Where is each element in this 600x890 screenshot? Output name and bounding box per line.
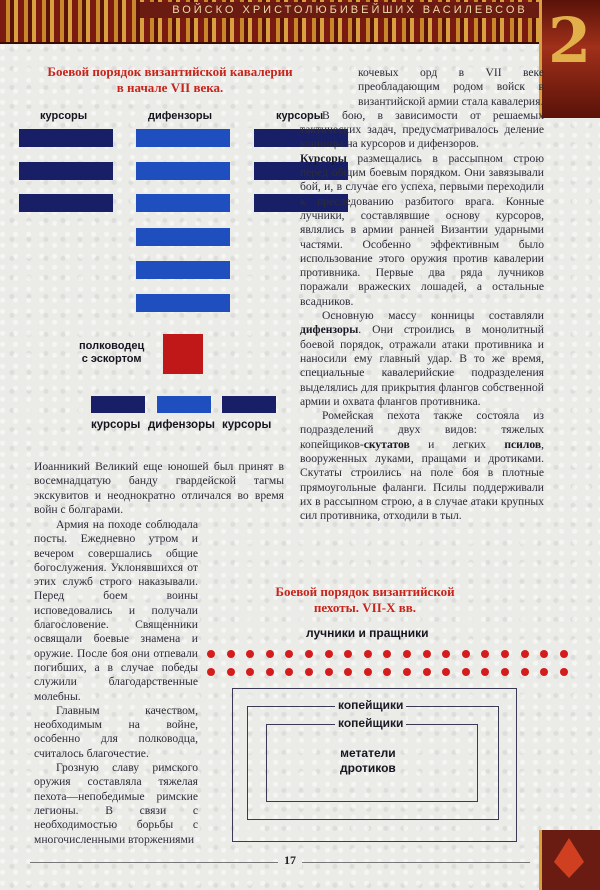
paragraph: В бою, в зависимости от решаемых тактических задач, предусматривалось деление конницы на курсоров и дифензоров. (300, 108, 544, 151)
skirmisher-dot (325, 650, 333, 658)
skirmisher-dot (423, 650, 431, 658)
left-column-text (34, 518, 198, 847)
defensor-row (136, 194, 230, 212)
rear-cursor-block (91, 396, 145, 413)
skirmisher-dot (305, 650, 313, 658)
right-column-text (300, 66, 544, 524)
skirmisher-dot (521, 650, 529, 658)
commander-label: полководец с эскортом (79, 340, 145, 365)
skirmisher-dot (364, 650, 372, 658)
label-rear-cursors-left: курсоры (91, 419, 141, 431)
corner-ornament-bottom (539, 830, 600, 890)
defensor-row (136, 261, 230, 279)
skirmisher-dot (266, 668, 274, 676)
skirmisher-dot (501, 668, 509, 676)
label-archers: лучники и пращники (306, 626, 429, 640)
label-cursors-left: курсоры (40, 110, 88, 122)
left-column-text-top (34, 460, 284, 517)
defensor-row (136, 129, 230, 147)
cavalry-diagram-title: Боевой порядок византийской кавалерии в начале VII века. (47, 64, 293, 95)
skirmisher-dot (403, 668, 411, 676)
paragraph: Грозную славу римского оружия составляла тяжелая пехота—непобедимые римские легионы. В связи с необходимостью борьбы с многочисленными вторжениями (34, 761, 198, 846)
paragraph: кочевых орд в VII веке преобладающим родом войск в византийской армии стала кавалерия. (358, 66, 544, 108)
skirmisher-dot (462, 668, 470, 676)
paragraph: Иоанникий Великий еще юношей был принят в восемнадцатую банду гвардейской тагмы экскувитов и неоднократно отличался во время войн с болгарами. (34, 460, 284, 516)
skirmisher-dot (325, 668, 333, 676)
chapter-glyph: 2 (548, 4, 592, 77)
skirmisher-dot (305, 668, 313, 676)
defensor-row (136, 162, 230, 180)
label-spearmen-1: копейщики (335, 698, 406, 712)
defensor-row (136, 228, 230, 246)
skirmisher-dot (207, 650, 215, 658)
paragraph: Главным качеством, необходимым на войне, особенно для полководца, считалось благочестие. (34, 703, 198, 760)
skirmisher-dot (207, 668, 215, 676)
label-cursors-right: курсоры (276, 110, 324, 122)
skirmisher-dot (364, 668, 372, 676)
rear-defensor-block (157, 396, 211, 413)
rear-cursor-block (222, 396, 276, 413)
skirmisher-dot (227, 650, 235, 658)
skirmisher-dot (560, 668, 568, 676)
paragraph: Ромейская пехота также состояла из подразделений двух видов: тяжелых копейщиков-скутатов и легких псилов, вооруженных луками, пращами и дротиками. Скутаты строились на поле боя в плотные прямоугольные фаланги. Псилы поддерживали их в рассыпном строю, а в случае атаки крупных сил противника, отходили в тыл. (300, 409, 544, 523)
infantry-diagram-title: Боевой порядок византийской пехоты. VII-X вв. (275, 584, 455, 615)
skirmisher-dot (462, 650, 470, 658)
cursor-row (19, 129, 113, 147)
skirmisher-dot (501, 650, 509, 658)
skirmisher-dot (521, 668, 529, 676)
leaf-ornament (554, 838, 584, 878)
page-number: 17 (278, 853, 302, 868)
label-javelin-throwers: метатели дротиков (340, 746, 396, 775)
paragraph: Армия на походе соблюдала посты. Ежедневно утром и вечером совершались общие богослужения. Уклонявшихся от этих служб строго наказывали. Перед боем воины исповедовались и получали благословение. Священники освящали боевые знамена и оружие. После боя они отпевали погибших, а в случае победы служили благодарственные молебны. (34, 518, 198, 703)
defensor-row (136, 294, 230, 312)
skirmisher-dot (560, 650, 568, 658)
label-defensors: дифензоры (148, 110, 213, 122)
skirmisher-dot (423, 668, 431, 676)
cursor-row (19, 194, 113, 212)
paragraph: Курсоры размещались в рассыпном строю перед общим боевым порядком. Они завязывали бой, и, в случае его успеха, первыми переходили к преследованию разбитого врага. Конные лучники, составлявшие основу курсоров, являлись в армии ранней Византии ударными частями. Особенно эффективным было использование этого оружия против кавалерии противника. Первые два ряда лучников поражали вражеских лошадей, а остальные всадников. (300, 151, 544, 308)
cursor-row (19, 162, 113, 180)
ornament-band (0, 0, 600, 44)
skirmisher-dot (227, 668, 235, 676)
corner-ornament-top (539, 0, 600, 118)
commander-block (163, 334, 203, 374)
paragraph: Основную массу конницы составляли дифензоры. Они строились в монолитный боевой порядок, отражали атаки противника и наносили ему главный удар. В то же время, специальные кавалерийские подразделения выделялись для прикрытия флангов собственной армии и охвата флангов противника. (300, 309, 544, 408)
skirmisher-dot (266, 650, 274, 658)
label-rear-cursors-right: курсоры (222, 419, 272, 431)
skirmisher-dot (403, 650, 411, 658)
label-spearmen-2: копейщики (335, 716, 406, 730)
label-rear-defensors: дифензоры (148, 419, 215, 431)
running-title: ВОЙСКО ХРИСТОЛЮБИВЕЙШИХ ВАСИЛЕВСОВ (140, 2, 560, 18)
